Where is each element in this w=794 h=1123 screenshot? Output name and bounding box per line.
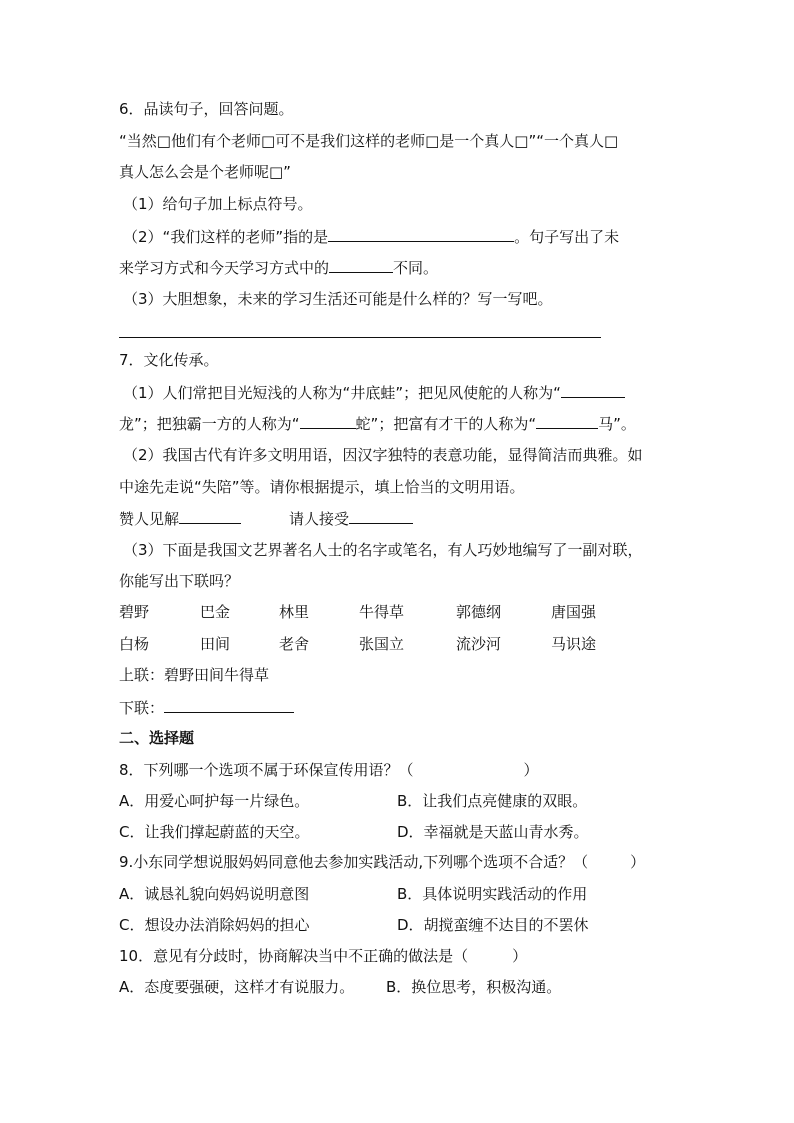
q6-sub3: （3）大胆想象，未来的学习生活还可能是什么样的？写一写吧。 bbox=[123, 290, 553, 308]
q8-stem: 8．下列哪一个选项不属于环保宣传用语？（ bbox=[119, 761, 414, 779]
lower-couplet-blank[interactable] bbox=[164, 697, 294, 713]
q9-option-a[interactable]: A．诚恳礼貌向妈妈说明意图 bbox=[119, 885, 310, 903]
q6-sub2-blank1[interactable] bbox=[328, 226, 514, 242]
q7-sub1-text-b: 龙”；把独霸一方的人称为“ bbox=[119, 415, 300, 433]
praise-label: 赞人见解 bbox=[119, 510, 180, 528]
q6-sub2-line2 bbox=[119, 257, 438, 278]
q7-sub1-line2 bbox=[119, 413, 636, 434]
q7-sub1-blank3[interactable] bbox=[536, 413, 598, 429]
q6-sub2-text-c: 来学习方式和今天学习方式中的 bbox=[119, 259, 330, 277]
q8-option-b[interactable]: B．让我们点亮健康的双眼。 bbox=[397, 792, 588, 810]
name-cell: 田间 bbox=[200, 635, 231, 653]
q6-answer-line[interactable] bbox=[119, 337, 601, 338]
q6-sub2-blank2[interactable] bbox=[329, 257, 393, 273]
name-cell: 老舍 bbox=[279, 635, 310, 653]
q8-option-c[interactable]: C．让我们撑起蔚蓝的天空。 bbox=[119, 823, 310, 841]
q7-sub1-blank1[interactable] bbox=[561, 382, 625, 398]
upper-couplet: 上联：碧野田间牛得草 bbox=[119, 666, 270, 684]
q9-stem-row bbox=[119, 852, 645, 872]
q7-sub3-line2: 你能写出下联吗？ bbox=[119, 572, 240, 590]
section-title: 二、选择题 bbox=[119, 729, 195, 747]
q7-sub2-line2: 中途先走说“失陪”等。请你根据提示，填上恰当的文明用语。 bbox=[119, 478, 525, 496]
q9-option-c[interactable]: C．想设办法消除妈妈的担心 bbox=[119, 916, 310, 934]
name-cell: 牛得草 bbox=[359, 603, 405, 621]
q10-close: ） bbox=[512, 947, 528, 965]
q9-option-d[interactable]: D．胡搅蛮缠不达目的不罢休 bbox=[397, 916, 589, 934]
q9-stem: 9.小东同学想说服妈妈同意他去参加实践活动,下列哪个选项不合适？（ bbox=[119, 853, 589, 871]
q8-option-a[interactable]: A．用爱心呵护每一片绿色。 bbox=[119, 792, 310, 810]
q7-sub1-text-d: 马”。 bbox=[598, 415, 636, 433]
q6-quote-line1: “当然□他们有个老师□可不是我们这样的老师□是一个真人□”“一个真人□ bbox=[119, 132, 619, 150]
name-cell: 唐国强 bbox=[551, 603, 597, 621]
name-cell: 马识途 bbox=[551, 635, 597, 653]
name-cell: 白杨 bbox=[119, 635, 150, 653]
q10-stem-row bbox=[119, 946, 527, 966]
q7-sub1-blank2[interactable] bbox=[300, 413, 356, 429]
name-cell: 郭德纲 bbox=[456, 603, 502, 621]
accept-label: 请人接受 bbox=[289, 510, 350, 528]
name-cell: 林里 bbox=[279, 603, 310, 621]
q10-option-a[interactable]: A．态度要强硬，这样才有说服力。 bbox=[119, 978, 355, 996]
lower-couplet-label: 下联： bbox=[119, 699, 165, 717]
praise-blank[interactable] bbox=[179, 508, 241, 524]
q7-sub1-line1 bbox=[123, 382, 625, 403]
q6-quote-line2: 真人怎么会是个老师呢□” bbox=[119, 163, 291, 181]
q7-sub2-fill-row bbox=[119, 508, 413, 529]
q8-option-d[interactable]: D．幸福就是天蓝山青水秀。 bbox=[397, 823, 589, 841]
q6-title: 6．品读句子，回答问题。 bbox=[119, 100, 294, 118]
q7-sub3-line1: （3）下面是我国文艺界著名人士的名字或笔名，有人巧妙地编写了一副对联， bbox=[123, 541, 643, 559]
q7-title: 7．文化传承。 bbox=[119, 351, 219, 369]
name-cell: 流沙河 bbox=[456, 635, 502, 653]
q6-sub2-text-b: 。句子写出了未 bbox=[514, 228, 620, 246]
q10-stem: 10．意见有分歧时，协商解决当中不正确的做法是（ bbox=[119, 947, 469, 965]
q10-option-b[interactable]: B．换位思考，积极沟通。 bbox=[386, 978, 562, 996]
lower-couplet-row bbox=[119, 697, 294, 718]
q7-sub1-text-c: 蛇”；把富有才干的人称为“ bbox=[355, 415, 537, 433]
name-cell: 碧野 bbox=[119, 603, 150, 621]
q6-sub2-text-d: 不同。 bbox=[393, 259, 439, 277]
q7-sub2-line1: （2）我国古代有许多文明用语，因汉字独特的表意功能，显得简洁而典雅。如 bbox=[123, 446, 643, 464]
accept-blank[interactable] bbox=[349, 508, 413, 524]
q7-sub1-text-a: （1）人们常把目光短浅的人称为“井底蛙”；把见风使舵的人称为“ bbox=[123, 384, 561, 402]
q6-sub2-text-a: （2）“我们这样的老师”指的是 bbox=[123, 228, 329, 246]
q8-close: ） bbox=[523, 761, 539, 779]
q9-option-b[interactable]: B．具体说明实践活动的作用 bbox=[397, 885, 588, 903]
q9-close: ） bbox=[630, 853, 646, 871]
name-cell: 巴金 bbox=[200, 603, 231, 621]
q8-stem-row bbox=[119, 760, 539, 780]
q6-sub2-line1 bbox=[123, 226, 619, 247]
q6-sub1: （1）给句子加上标点符号。 bbox=[123, 195, 313, 213]
name-cell: 张国立 bbox=[359, 635, 405, 653]
